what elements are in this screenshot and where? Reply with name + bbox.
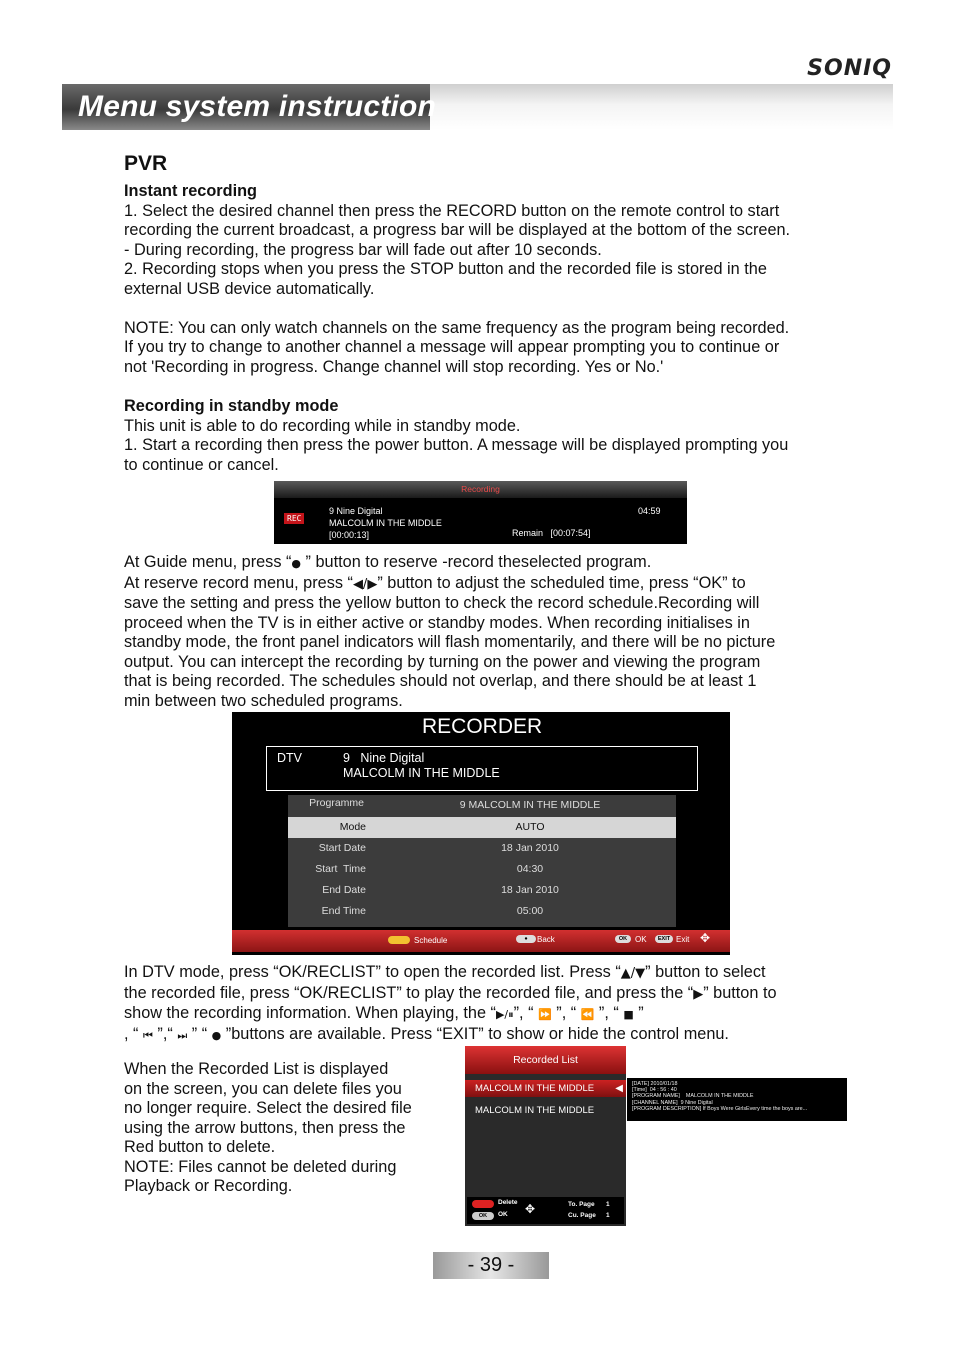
recorder-title: RECORDER bbox=[422, 715, 543, 738]
info-line: [PROGRAM DESCRIPTION] If Boys Were GirlsEvery time the boys are... bbox=[632, 1105, 808, 1112]
ok-key-icon: OK bbox=[615, 935, 631, 943]
rec-end-time: 04:59 bbox=[638, 506, 661, 516]
guide-line: min between two scheduled programs. bbox=[124, 691, 403, 710]
info-line: [CHANNEL NAME] 9 Nine Digital bbox=[632, 1099, 713, 1106]
page-number: - 39 - bbox=[467, 1254, 515, 1276]
row-value: 04:30 bbox=[516, 863, 544, 875]
exit-key-icon: EXIT bbox=[655, 935, 673, 943]
recorder-panel bbox=[232, 712, 730, 955]
recorder-channel-box bbox=[266, 746, 698, 791]
fast-forward-icon: ⏩ bbox=[538, 1008, 552, 1021]
recorder-source: DTV bbox=[277, 751, 302, 765]
instant-recording-block bbox=[124, 182, 874, 377]
recorder-row-programme[interactable] bbox=[288, 795, 676, 816]
recorder-row-start-date[interactable] bbox=[288, 838, 676, 859]
delete-line: When the Recorded List is displayed bbox=[124, 1060, 389, 1078]
delete-line: Red button to delete. bbox=[124, 1138, 276, 1156]
rewind-icon: ⏪ bbox=[580, 1008, 595, 1021]
rec-channel-info bbox=[329, 505, 442, 541]
guide-block bbox=[124, 553, 874, 711]
recording-info-panel bbox=[627, 1078, 847, 1121]
rec-badge: REC bbox=[284, 513, 304, 524]
delete-line: using the arrow buttons, then press the bbox=[124, 1118, 406, 1137]
recorder-row-end-time[interactable] bbox=[288, 901, 676, 922]
instant-line: - During recording, the progress bar will fade out after 10 seconds. bbox=[124, 240, 602, 259]
dtv-block bbox=[124, 963, 874, 1045]
recorder-row-end-date[interactable] bbox=[288, 880, 676, 901]
recorded-list-footer bbox=[467, 1197, 624, 1224]
next-icon: ⏭ bbox=[177, 1028, 188, 1042]
delete-block bbox=[124, 1060, 454, 1197]
standby-line: to continue or cancel. bbox=[124, 455, 279, 474]
note-line: If you try to change to another channel a message will appear prompting you to continue or bbox=[124, 338, 780, 356]
guide-line: standby mode, the front panel indicators will flash momentarily, and there will be no picture bbox=[124, 633, 776, 651]
section-title: PVR bbox=[124, 152, 168, 175]
recording-progress-bar bbox=[274, 481, 687, 544]
dtv-line: show the recording information. When playing, the “▶/⏸”, “ ⏩ ”, “ ⏪ ”, “ ■ ” bbox=[124, 1004, 644, 1022]
row-value: 05:00 bbox=[516, 905, 544, 917]
guide-line: At Guide menu, press “● ” button to reserve -record theselected program. bbox=[124, 553, 652, 571]
previous-icon: ⏮ bbox=[143, 1028, 153, 1042]
selected-arrow-icon: ◀ bbox=[615, 1083, 623, 1094]
delete-line: Playback or Recording. bbox=[124, 1177, 293, 1195]
to-page-value: 1 bbox=[606, 1201, 610, 1208]
back-label: Back bbox=[537, 935, 555, 944]
row-value: 9 MALCOLM IN THE MIDDLE bbox=[459, 799, 601, 811]
cu-page-label: Cu. Page bbox=[568, 1212, 596, 1219]
item-label: MALCOLM IN THE MIDDLE bbox=[475, 1105, 595, 1116]
standby-line: 1. Start a recording then press the power button. A message will be displayed prompting you bbox=[124, 436, 789, 454]
instant-line: recording the current broadcast, a progress bar will be displayed at the bottom of the screen. bbox=[124, 221, 791, 239]
rec-elapsed: [00:00:13] bbox=[329, 530, 370, 540]
instant-line: 1. Select the desired channel then press the RECORD button on the remote control to start bbox=[124, 201, 780, 220]
delete-line: NOTE: Files cannot be deleted during bbox=[124, 1157, 397, 1176]
standby-heading: Recording in standby mode bbox=[124, 397, 339, 415]
note-line: NOTE: You can only watch channels on the same frequency as the program being recorded. bbox=[124, 318, 790, 337]
row-label: Mode bbox=[339, 821, 366, 833]
row-label: End Date bbox=[322, 884, 366, 896]
recorder-settings-table bbox=[288, 795, 676, 927]
guide-line: proceed when the TV is in either active or standby modes. When recording initialises in bbox=[124, 613, 750, 632]
guide-line: save the setting and press the yellow button to check the record schedule.Recording will bbox=[124, 594, 760, 612]
row-label: Start Date bbox=[318, 842, 366, 854]
recorder-footer bbox=[232, 930, 730, 952]
instant-line: external USB device automatically. bbox=[124, 279, 375, 298]
instant-heading: Instant recording bbox=[124, 182, 257, 200]
brand-logo: SONIQ bbox=[807, 56, 892, 81]
guide-line: At reserve record menu, press “◀/▶” button to adjust the scheduled time, press “OK” to bbox=[124, 573, 746, 592]
row-value: 18 Jan 2010 bbox=[501, 842, 559, 854]
play-pause-icon: ▶/⏸ bbox=[495, 1008, 514, 1021]
guide-line: that is being recorded. The schedules should not overlap, and there should be at least 1 bbox=[124, 672, 757, 690]
up-down-arrow-icon: ▲/▼ bbox=[620, 966, 646, 981]
stop-icon: ■ bbox=[623, 1008, 634, 1021]
dtv-line: the recorded file, press “OK/RECLIST” to play the recorded file, and press the “▶” button to bbox=[124, 983, 777, 1002]
info-line: [DATE] 2010/01/18 bbox=[632, 1081, 678, 1087]
item-label: MALCOLM IN THE MIDDLE bbox=[475, 1083, 595, 1094]
ok-key-icon: OK bbox=[472, 1212, 494, 1220]
info-line: [Time] 04 : 56 : 40 bbox=[632, 1087, 677, 1094]
navigation-arrows-icon: ✥ bbox=[700, 931, 711, 945]
row-label: End Time bbox=[321, 905, 366, 917]
dtv-line: In DTV mode, press “OK/RECLIST” to open the recorded list. Press “▲/▼” button to select bbox=[124, 963, 766, 981]
recorder-row-start-time[interactable] bbox=[288, 859, 676, 880]
recorded-list-panel bbox=[465, 1046, 626, 1226]
ok-label: OK bbox=[635, 935, 647, 944]
red-key-icon bbox=[472, 1200, 494, 1208]
page-title: Menu system instruction bbox=[78, 90, 436, 123]
delete-line: no longer require. Select the desired file bbox=[124, 1099, 412, 1117]
standby-line: This unit is able to do recording while in standby mode. bbox=[124, 416, 521, 435]
delete-label: Delete bbox=[498, 1199, 518, 1206]
note-line: not 'Recording in progress. Change channel will stop recording. Yes or No.' bbox=[124, 357, 664, 376]
recording-bar-title: Recording bbox=[274, 481, 687, 498]
info-line: [PROGRAM NAME] MALCOLM IN THE MIDDLE bbox=[632, 1093, 754, 1100]
to-page-label: To. Page bbox=[568, 1201, 595, 1208]
schedule-label: Schedule bbox=[414, 936, 448, 945]
cu-page-value: 1 bbox=[606, 1212, 610, 1219]
recorder-channel-info bbox=[343, 751, 500, 781]
recorded-list-item[interactable] bbox=[465, 1102, 626, 1119]
yellow-key-icon bbox=[388, 936, 410, 944]
navigation-arrows-icon: ✥ bbox=[525, 1202, 536, 1216]
rec-channel: 9 Nine Digital bbox=[329, 506, 383, 516]
record-dot-icon: ● bbox=[291, 557, 302, 570]
left-right-arrow-icon: ◀/▶ bbox=[352, 576, 378, 592]
row-value: AUTO bbox=[515, 821, 545, 833]
rec-program: MALCOLM IN THE MIDDLE bbox=[329, 518, 442, 528]
row-label: Start Time bbox=[315, 863, 366, 875]
back-key-icon: ● bbox=[516, 935, 536, 943]
ok-label: OK bbox=[498, 1211, 508, 1218]
recorded-list-item[interactable] bbox=[465, 1080, 626, 1097]
rec-remain: Remain [00:07:54] bbox=[512, 528, 591, 538]
row-label: Programme bbox=[309, 797, 364, 809]
delete-line: on the screen, you can delete files you bbox=[124, 1079, 402, 1098]
standby-block bbox=[124, 397, 874, 475]
exit-label: Exit bbox=[676, 935, 690, 944]
play-arrow-icon: ▶ bbox=[693, 986, 704, 1002]
recorded-list-title: Recorded List bbox=[465, 1046, 626, 1074]
recorder-channel: 9 Nine Digital bbox=[343, 751, 425, 765]
recorder-row-mode[interactable] bbox=[288, 817, 676, 838]
recorder-program: MALCOLM IN THE MIDDLE bbox=[343, 766, 500, 780]
dtv-line: , “ ⏮ ”,“ ⏭ ” “ ● ”buttons are available. Press “EXIT” to show or hide the control menu. bbox=[124, 1024, 729, 1043]
guide-line: output. You can intercept the recording by turning on the power and viewing the program bbox=[124, 652, 761, 671]
record-dot-icon: ● bbox=[211, 1028, 222, 1042]
instant-line: 2. Recording stops when you press the STOP button and the recorded file is stored in the bbox=[124, 260, 767, 278]
row-value: 18 Jan 2010 bbox=[501, 884, 559, 896]
